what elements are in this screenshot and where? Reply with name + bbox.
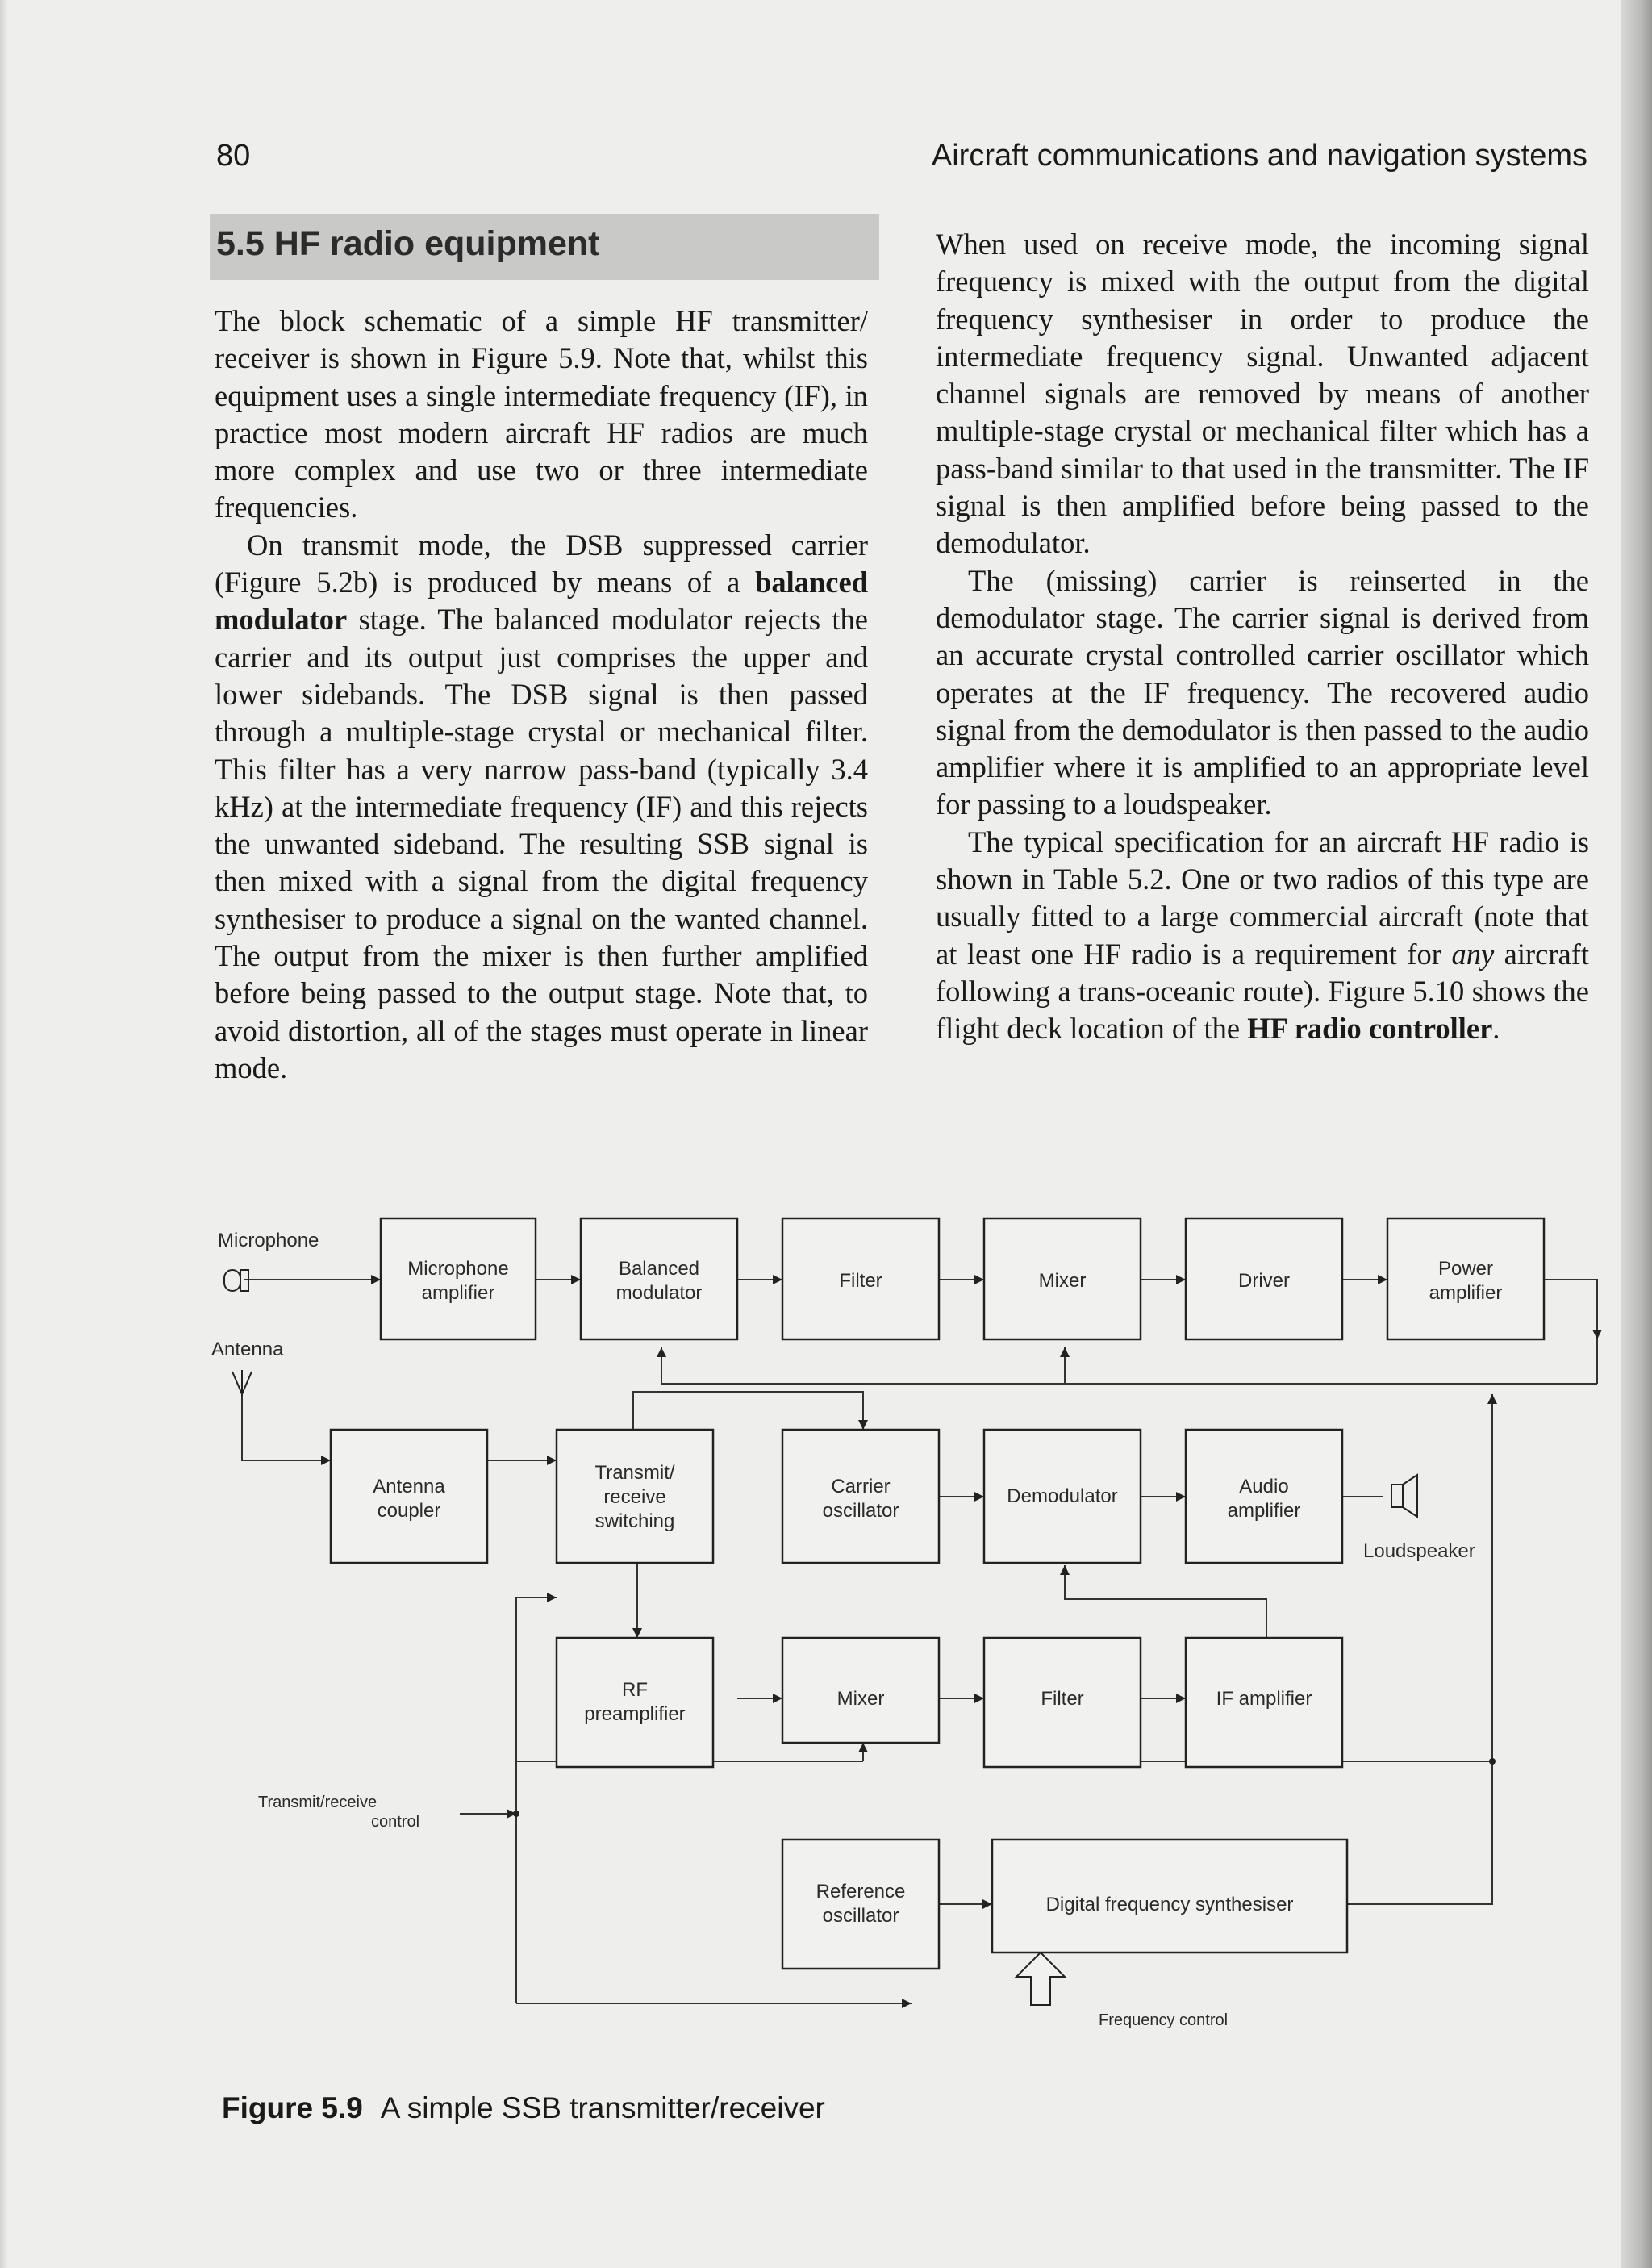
antenna-label: Antenna <box>211 1339 284 1360</box>
svg-text:Filter: Filter <box>1041 1688 1084 1710</box>
frequency-control-icon <box>1016 1953 1065 2005</box>
svg-text:oscillator: oscillator <box>822 1500 899 1522</box>
block-driver <box>1186 1218 1342 1339</box>
running-head: Aircraft communications and navigation systems <box>931 139 1587 173</box>
svg-text:amplifier: amplifier <box>1227 1500 1301 1522</box>
svg-text:RF: RF <box>622 1679 648 1701</box>
svg-text:Reference: Reference <box>816 1881 906 1903</box>
svg-text:switching: switching <box>594 1510 675 1532</box>
block-if-amplifier <box>1186 1638 1342 1767</box>
figure-caption-text: A simple SSB transmitter/receiver <box>380 2091 825 2124</box>
block-digital-frequency-synthesiser <box>992 1840 1347 1953</box>
svg-text:Demodulator: Demodulator <box>1007 1485 1118 1507</box>
block-filter-rx <box>984 1638 1141 1767</box>
tr-control-label-line1: Transmit/receive <box>258 1794 378 1811</box>
paragraph: The block schematic of a simple HF transmitter/ receiver is shown in Figure 5.9. Note that, whilst this equipment uses a single intermediate frequency (IF), in practice most modern aircraft HF radios are much more complex and use two or three intermediate frequencies. <box>215 304 868 524</box>
text-run: The typical specification for an aircraft HF radio is shown in Table 5.2. One or two radios of this type are usually fitted to a large commercial aircraft (note that at least one HF radio is a requirement for <box>936 825 1589 971</box>
arrowheads <box>321 1275 1602 2008</box>
block-demodulator <box>984 1430 1141 1563</box>
svg-text:amplifier: amplifier <box>1429 1282 1503 1304</box>
svg-text:Mixer: Mixer <box>1038 1270 1087 1292</box>
block-mixer-rx <box>782 1638 939 1743</box>
block-tr-switching <box>557 1430 713 1563</box>
bold-term: balanced modulator <box>215 566 868 637</box>
svg-text:Filter: Filter <box>839 1270 882 1292</box>
block-balanced-modulator <box>581 1218 737 1339</box>
svg-text:IF amplifier: IF amplifier <box>1216 1688 1312 1710</box>
loudspeaker-icon <box>1391 1475 1417 1517</box>
block-rf-preamplifier <box>557 1638 713 1767</box>
italic-term: any <box>1451 937 1495 971</box>
antenna-icon <box>232 1370 252 1396</box>
svg-text:coupler: coupler <box>377 1500 441 1522</box>
svg-text:amplifier: amplifier <box>421 1282 495 1304</box>
svg-text:Balanced: Balanced <box>618 1258 700 1280</box>
svg-text:receive: receive <box>603 1486 666 1508</box>
svg-text:Antenna: Antenna <box>373 1476 445 1497</box>
svg-text:Transmit/: Transmit/ <box>594 1462 675 1484</box>
paragraph <box>215 527 868 1087</box>
frequency-control-label: Frequency control <box>1099 2011 1229 2029</box>
block-diagram <box>202 1210 1613 2082</box>
block-power-amplifier <box>1387 1218 1544 1339</box>
svg-text:Mixer: Mixer <box>836 1688 885 1710</box>
page-edge-shadow <box>1621 0 1652 2268</box>
svg-text:modulator: modulator <box>615 1282 703 1304</box>
svg-text:Driver: Driver <box>1238 1270 1290 1292</box>
svg-text:Audio: Audio <box>1239 1476 1289 1497</box>
text-run: On transmit mode, the DSB suppressed carrier (Figure 5.2b) is produced by means of a <box>215 528 868 599</box>
figure-number: Figure 5.9 <box>222 2091 363 2124</box>
right-column <box>936 226 1589 1048</box>
block-filter-tx <box>782 1218 939 1339</box>
figure-caption <box>222 2091 825 2125</box>
block-microphone-amplifier <box>381 1218 536 1339</box>
paragraph: When used on receive mode, the incoming signal frequency is mixed with the output from the digital frequency synthesiser in order to produce the intermediate frequency signal. Unwanted adjacent channel signals are removed by means of another multiple-stage crystal or mechanical filter which has a pass-band similar to that used in the transmitter. The IF signal is then amplified before being passed to the demodulator. <box>936 228 1589 560</box>
tr-control-label-line2: control <box>371 1813 420 1831</box>
paragraph <box>936 824 1589 1048</box>
left-column <box>215 303 868 1087</box>
block-mixer-tx <box>984 1218 1141 1339</box>
block-reference-oscillator <box>782 1840 939 1969</box>
microphone-label: Microphone <box>218 1230 319 1251</box>
svg-text:preamplifier: preamplifier <box>584 1703 686 1725</box>
svg-text:Microphone: Microphone <box>407 1258 509 1280</box>
text-run: . <box>1492 1012 1500 1046</box>
paragraph: The (missing) carrier is reinserted in the demodulator stage. The carrier signal is derived from an accurate crystal controlled carrier oscillator which operates at the IF frequency. The recovered audio signal from the demodulator is then passed to the audio amplifier where it is amplified to an appropriate level for passing to a loudspeaker. <box>936 563 1589 821</box>
text-run: stage. The balanced modulator rejects the carrier and its output just comprises the upper and lower sidebands. The DSB signal is then passed through a multiple-stage crystal or mechanical filter. This filter has a very narrow pass-band (typically 3.4 kHz) at the intermediate frequency (IF) and this rejects the unwanted sideband. The resulting SSB signal is then mixed with a signal from the digital frequency synthesiser to produce a signal on the wanted channel. The output from the mixer is then further amplified before being passed to the output stage. Note that, to avoid distortion, all of the stages must operate in linear mode. <box>215 603 868 1084</box>
svg-text:Power: Power <box>1437 1258 1494 1280</box>
section-heading: 5.5 HF radio equipment <box>216 224 600 263</box>
bold-term: HF radio controller <box>1247 1012 1493 1046</box>
block-antenna-coupler <box>331 1430 487 1563</box>
page-number: 80 <box>216 139 251 173</box>
svg-text:Carrier: Carrier <box>831 1476 891 1497</box>
svg-text:oscillator: oscillator <box>822 1905 899 1927</box>
svg-text:Digital frequency synthesiser: Digital frequency synthesiser <box>1045 1894 1294 1915</box>
block-carrier-oscillator <box>782 1430 939 1563</box>
text-run: aircraft following a trans-oceanic route). Figure 5.10 shows the flight deck location of the <box>936 937 1589 1046</box>
block-audio-amplifier <box>1186 1430 1342 1563</box>
loudspeaker-label: Loudspeaker <box>1363 1540 1475 1562</box>
binding-shadow <box>0 0 8 2268</box>
